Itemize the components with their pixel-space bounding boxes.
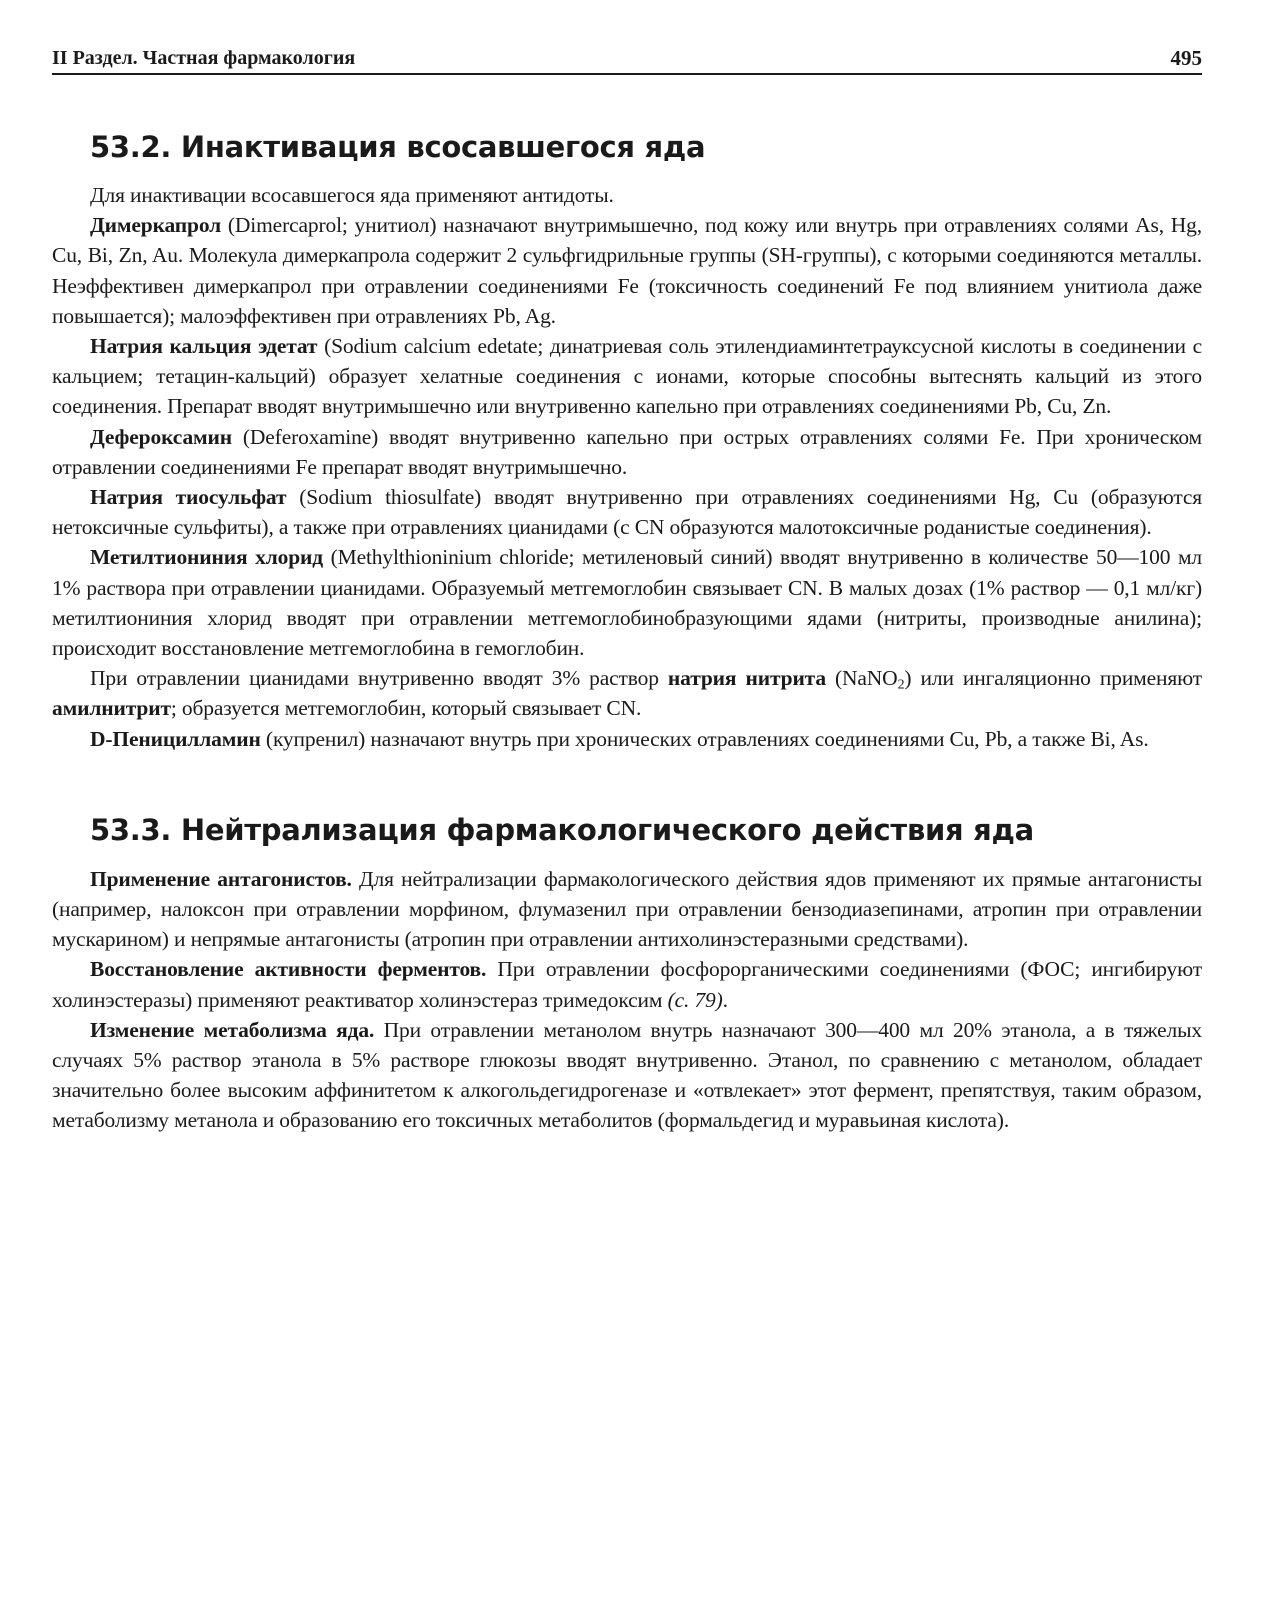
paragraph-antidotes-intro: Для инактивации всосавшегося яда применяют антидоты.: [90, 183, 614, 207]
subscript: 2: [897, 677, 905, 693]
drug-term: натрия нитрита: [667, 666, 826, 691]
paragraph-antagonists: Применение антагонистов. Для нейтрализации фармакологического действия ядов применяют их прямые антагонисты (например, налоксон при отравлении морфином, флумазенил при отравлении бензодиазепинами, атропин при отравлении мускарином) и непрямые антагонисты (атропин при отравлении антихолинэстеразными средствами).: [52, 866, 1203, 952]
drug-term: амилнитрит: [52, 696, 171, 721]
drug-term: Димеркапрол: [90, 213, 222, 238]
drug-term: Натрия тиосульфат: [90, 485, 287, 510]
section-body: [52, 180, 1202, 754]
section-heading: 53.3. Нейтрализация фармакологического действия яда: [90, 812, 1034, 847]
section-53-3: [52, 813, 1202, 1136]
subsection-term: Восстановление активности ферментов.: [90, 957, 487, 982]
paragraph-dimercaprol: Димеркапрол (Dimercaprol; унитиол) назначают внутримышечно, под кожу или внутрь при отравлениях солями As, Hg, Cu, Bi, Zn, Au. Молекула димеркапрола содержит 2 сульфгидрильные группы (SH-группы), с которыми соединяются металлы. Неэффективен димеркапрол при отравлении соединениями Fe (токсичность соединений Fe под влиянием унитиола даже повышается); малоэффективен при отравлениях Pb, Ag.: [52, 213, 1202, 328]
section-heading: 53.2. Инактивация всосавшегося яда: [90, 130, 706, 164]
paragraph-enzymes: Восстановление активности ферментов. При отравлении фосфорорганическими соединениями (ФОС; ингибируют холинэстеразы) применяют реактиватор холинэстераз тримедоксим (с. 79).: [52, 957, 1202, 1012]
paragraph-edetate: Натрия кальция эдетат (Sodium calcium edetate; динатриевая соль этилендиаминтетрауксусной кислоты в соединении с кальцием; тетацин-кальций) образует хелатные соединения с ионами, которые способны вытеснять кальций из этого соединения. Препарат вводят внутримышечно или внутривенно капельно при отравлениях соединениями Pb, Cu, Zn.: [52, 334, 1202, 419]
running-head: [52, 46, 1202, 75]
book-page: [52, 46, 1202, 1136]
page-reference: (с. 79): [667, 987, 723, 1012]
paragraph-metabolism: Изменение метаболизма яда. При отравлении метанолом внутрь назначают 300—400 мл 20% этанола, а в тяжелых случаях 5% раствор этанола в 5% растворе глюкозы вводят внутривенно. Этанол, по сравнению с метанолом, обладает значительно более высоким аффинитетом к алкогольдегидрогеназе и «отвлекает» этот фермент, препятствуя, таким образом, метаболизму метанола и образованию его токсичных метаболитов (формальдегид и муравьиная кислота).: [52, 1017, 1202, 1133]
paragraph-thiosulfate: Натрия тиосульфат (Sodium thiosulfate) вводят внутривенно при отравлениях соединениями Hg, Cu (образуются нетоксичные сульфиты), а также при отравлениях цианидами (с CN образуются малотоксичные роданистые соединения).: [52, 485, 1202, 540]
drug-term: D-Пеницилламин: [90, 726, 261, 751]
paragraph-deferoxamine: Дефероксамин (Deferoxamine) вводят внутривенно капельно при острых отравлениях солями Fe. При хроническом отравлении соединениями Fe препарат вводят внутримышечно.: [52, 424, 1202, 479]
section-53-2: [52, 130, 1202, 754]
running-head-title: II Раздел. Частная фармакология: [52, 47, 356, 69]
paragraph-nitrite: При отравлении цианидами внутривенно вводят 3% раствор натрия нитрита (NaNO$_2$) или ингаляционно применяют амилнитрит; образуется метгемоглобин, который связывает CN.: [52, 666, 1202, 721]
drug-term: Дефероксамин: [90, 424, 233, 449]
subsection-term: Применение антагонистов.: [90, 866, 352, 891]
section-body: [52, 864, 1202, 1136]
drug-term: Метилтиониния хлорид: [90, 545, 323, 570]
paragraph-methylthioninium: Метилтиониния хлорид (Methylthioninium chloride; метиленовый синий) вводят внутривенно в количестве 50—100 мл 1% раствора при отравлении цианидами. Образуемый метгемоглобин связывает CN. В малых дозах (1% раствор — 0,1 мл/кг) метилтиониния хлорид вводят при отравлении метгемоглобинобразующими ядами (нитриты, производные анилина); происходит восстановление метгемоглобина в гемоглобин.: [52, 545, 1202, 661]
subsection-term: Изменение метаболизма яда.: [90, 1017, 375, 1042]
paragraph-penicillamine: D-Пеницилламин (купренил) назначают внутрь при хронических отравлениях соединениями Cu, Pb, а также Bi, As.: [90, 726, 1149, 751]
drug-term: Натрия кальция эдетат: [90, 334, 318, 359]
page-number: 495: [1170, 46, 1202, 70]
